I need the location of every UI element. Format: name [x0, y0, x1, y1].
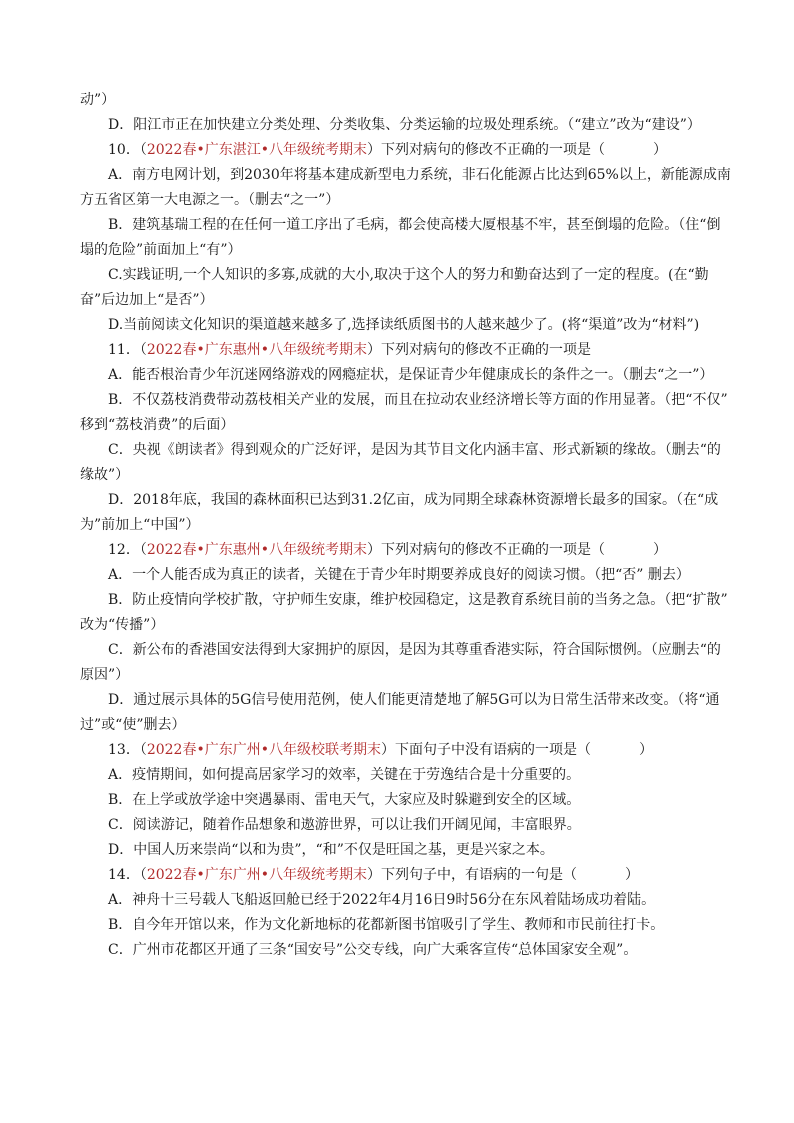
question-text: ）下列对病句的修改不正确的一项是	[366, 342, 591, 358]
text-line-continuation: 过”或“使”删去）	[80, 717, 186, 733]
answer-option: B．在上学或放学途中突遇暴雨、雷电天气，大家应及时躲避到安全的区域。	[108, 792, 581, 808]
answer-option: C.实践证明,一个人知识的多寡,成就的大小,取决于这个人的努力和勤奋达到了一定的程度。(在“勤	[108, 267, 709, 283]
answer-option: A．疫情期间，如何提高居家学习的效率，关键在于劳逸结合是十分重要的。	[108, 767, 581, 783]
question-text: ）下列对病句的修改不正确的一项是（	[366, 142, 605, 158]
question-text: ）下列句子中，有语病的一句是（	[366, 867, 577, 883]
answer-option: D．阳江市正在加快建立分类处理、分类收集、分类运输的垃圾处理系统。（“建立”改为“建设”）	[108, 117, 701, 133]
text-line-continuation: 移到“荔枝消费”的后面）	[80, 417, 235, 433]
question-number: 10．（	[108, 142, 147, 158]
question-source: 2022春•广东广州•八年级统考期末	[146, 867, 367, 883]
answer-option: B．不仅荔枝消费带动荔枝相关产业的发展，而且在拉动农业经济增长等方面的作用显著。（把“不仅”	[108, 392, 728, 408]
answer-option: D．通过展示具体的5G信号使用范例，使人们能更清楚地了解5G可以为日常生活带来改变。（将“通	[108, 692, 720, 708]
closing-paren: ）	[652, 142, 667, 158]
text-line-continuation: 改为“传播”）	[80, 617, 165, 633]
question-stem	[80, 138, 740, 163]
question-stem	[80, 863, 740, 888]
question-source: 2022春•广东湛江•八年级统考期末	[146, 142, 367, 158]
answer-option: C．阅读游记，随着作品想象和遨游世界，可以让我们开阔见闻，丰富眼界。	[108, 817, 581, 833]
text-line-continuation: 方五省区第一大电源之一。（删去“之一”）	[80, 192, 340, 208]
text-line-continuation: 奋”后边加上“是否”）	[80, 292, 214, 308]
question-source: 2022春•广东广州•八年级校联考期末	[146, 742, 381, 758]
question-stem	[80, 338, 740, 363]
question-number: 11．（	[108, 342, 147, 358]
closing-paren: ）	[652, 542, 667, 558]
question-number: 14．（	[108, 867, 147, 883]
answer-option: A．南方电网计划，到2030年将基本建成新型电力系统，非石化能源占比达到65%以上，新能源成南	[108, 167, 731, 183]
question-source: 2022春•广东惠州•八年级统考期末	[146, 542, 367, 558]
answer-option: B．自今年开馆以来，作为文化新地标的花都新图书馆吸引了学生、教师和市民前往打卡。	[108, 917, 665, 933]
text-line-continuation: 为”前加上“中国”）	[80, 517, 200, 533]
answer-option: C．广州市花都区开通了三条“国安号”公交专线，向广大乘客宣传“总体国家安全观”。	[108, 942, 638, 958]
text-line-continuation: 动”）	[80, 92, 116, 108]
question-number: 12．（	[108, 542, 147, 558]
answer-option: A．神舟十三号载人飞船返回舱已经于2022年4月16日9时56分在东风着陆场成功着陆。	[108, 892, 656, 908]
answer-option: B．防止疫情向学校扩散，守护师生安康，维护校园稳定，这是教育系统目前的当务之急。（把“扩散”	[108, 592, 728, 608]
question-source: 2022春•广东惠州•八年级统考期末	[146, 342, 367, 358]
answer-option: B．建筑基瑞工程的在任何一道工序出了毛病，都会使高楼大厦根基不牢，甚至倒塌的危险。（住“倒	[108, 217, 721, 233]
question-stem	[80, 538, 740, 563]
answer-option: D．2018年底，我国的森林面积已达到31.2亿亩，成为同期全球森林资源增长最多的国家。（在“成	[108, 492, 719, 508]
answer-option: C．央视《朗读者》得到观众的广泛好评，是因为其节目文化内涵丰富、形式新颖的缘故。（删去“的	[108, 442, 721, 458]
question-text: ）下列对病句的修改不正确的一项是（	[366, 542, 605, 558]
question-stem	[80, 738, 740, 763]
answer-option: A．一个人能否成为真正的读者，关键在于青少年时期要养成良好的阅读习惯。（把“否” 删去）	[108, 567, 690, 583]
closing-paren: ）	[638, 742, 653, 758]
text-line-continuation: 原因”）	[80, 667, 130, 683]
answer-option: C．新公布的香港国安法得到大家拥护的原因，是因为其尊重香港实际，符合国际惯例。（应删去“的	[108, 642, 721, 658]
text-line-continuation: 缘故”）	[80, 467, 130, 483]
text-line-continuation: 塌的危险”前面加上“有”）	[80, 242, 242, 258]
document-page	[80, 88, 740, 963]
question-number: 13．（	[108, 742, 147, 758]
answer-option: D.当前阅读文化知识的渠道越来越多了,选择读纸质图书的人越来越少了。(将“渠道”改为“材料”)	[108, 317, 700, 333]
question-text: ）下面句子中没有语病的一项是（	[380, 742, 591, 758]
closing-paren: ）	[624, 867, 639, 883]
answer-option: D．中国人历来崇尚“以和为贵”，“和”不仅是旺国之基，更是兴家之本。	[108, 842, 554, 858]
answer-option: A．能否根治青少年沉迷网络游戏的网瘾症状，是保证青少年健康成长的条件之一。（删去“之一”）	[108, 367, 714, 383]
